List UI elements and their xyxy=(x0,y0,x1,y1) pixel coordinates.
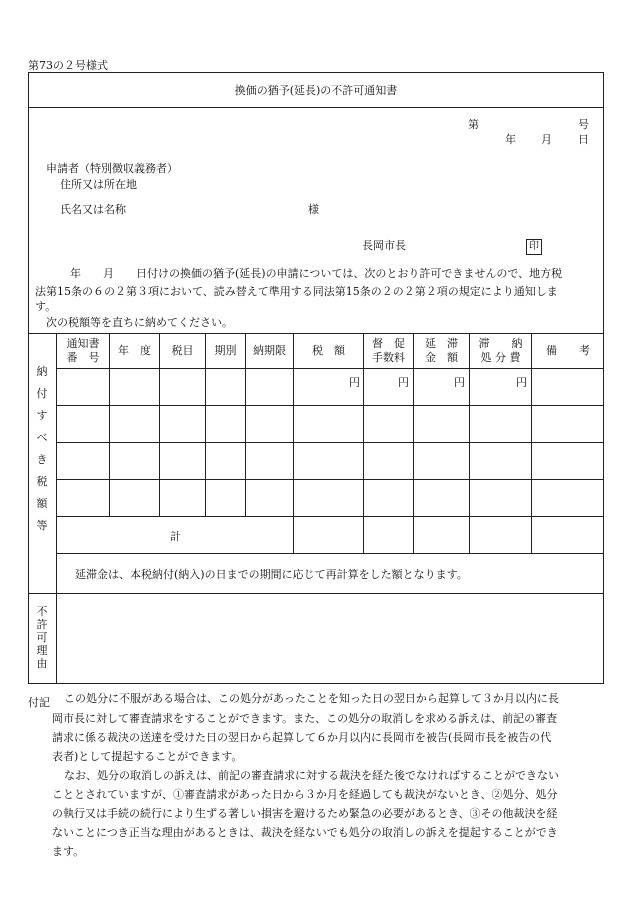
document-title: 換価の猶予(延長)の不許可通知書 xyxy=(234,84,398,97)
note-head: 付記 xyxy=(28,696,50,709)
name-label: 氏名又は名称 xyxy=(60,203,126,216)
note-line-3: 請求に係る裁決の送達を受けた日の翌日から起算して６か月以内に長岡市を被告(長岡市長を被告の代 xyxy=(52,731,552,744)
col-line xyxy=(205,333,206,516)
applicant-label: 申請者（特別徴収義務者） xyxy=(46,162,178,175)
row-line xyxy=(56,442,604,443)
note-line-7: の執行又は手続の続行により生ずる著しい損害を避けるため緊急の必要があるとき、③その他裁決を経 xyxy=(52,807,558,820)
yen-disposal: 円 xyxy=(516,376,527,389)
side-label: 納 付 す べ き 税 額 等 xyxy=(36,365,48,532)
header-tax-item: 税目 xyxy=(171,344,194,357)
seal-box: 印 xyxy=(526,239,542,255)
row-line xyxy=(56,479,604,480)
note-line-6: こととされていますが、①審査請求があった日から３か月を経過しても裁決がないとき、②処分、処分 xyxy=(52,788,558,801)
col-line xyxy=(245,333,246,516)
address-label: 住所又は所在地 xyxy=(60,178,137,191)
yen-amount: 円 xyxy=(349,376,360,389)
col-line xyxy=(293,333,294,553)
header-period: 期別 xyxy=(214,344,237,357)
late-fee-note: 延滞金は、本税納付(納入)の日までの期間に応じて再計算をした額となります。 xyxy=(75,568,468,581)
note-line-1: この処分に不服がある場合は、この処分があったことを知った日の翌日から起算して３か月以内に長 xyxy=(64,692,559,705)
row-line xyxy=(28,593,604,594)
row-line xyxy=(56,368,604,369)
reason-label: 不 許 可 理 由 xyxy=(36,605,48,670)
row-line xyxy=(56,405,604,406)
mayor-name: 長岡市長 xyxy=(362,239,406,252)
note-line-5: なお、処分の取消しの訴えは、前記の審査請求に対する裁決を経た後でなければすることができない xyxy=(64,769,559,782)
row-line xyxy=(56,516,604,517)
col-line xyxy=(469,333,470,553)
note-line-8: ないことにつき正当な理由があるときは、裁決を経ないでも処分の取消しの訴えを提起することができ xyxy=(52,826,558,839)
header-due: 納期限 xyxy=(253,344,286,357)
header-reminder-fee: 督 促 手数料 xyxy=(372,337,405,364)
body-line-2: 法第15条の６の２第３項において、読み替えて準用する同法第15条の２の２第２項の規定により通知しま xyxy=(35,285,558,298)
title-divider xyxy=(28,107,604,108)
note-line-9: ます。 xyxy=(52,845,85,858)
note-line-4: 表者)として提起することができます。 xyxy=(52,750,243,763)
honorific: 様 xyxy=(308,203,319,216)
date-year: 年 xyxy=(505,133,516,146)
date-day: 日 xyxy=(578,133,589,146)
col-line xyxy=(109,333,110,516)
yen-late: 円 xyxy=(454,376,465,389)
header-notice-no: 通知書 番 号 xyxy=(66,337,100,364)
header-remarks: 備 考 xyxy=(546,344,590,357)
header-disposal-cost: 滞 納 処 分 費 xyxy=(478,337,523,364)
col-line xyxy=(413,333,414,553)
col-line xyxy=(159,333,160,516)
table-top-line xyxy=(28,333,604,334)
header-late-amount: 延 滞 金 額 xyxy=(425,337,458,364)
header-year: 年 度 xyxy=(118,344,151,357)
number-prefix: 第 xyxy=(468,118,479,131)
total-label: 計 xyxy=(170,530,181,543)
date-month: 月 xyxy=(541,133,552,146)
header-amount: 税 額 xyxy=(312,344,345,357)
body-line-3: す。 xyxy=(35,300,57,313)
col-line xyxy=(531,333,532,553)
side-column-line xyxy=(56,333,57,684)
yen-reminder: 円 xyxy=(398,376,409,389)
form-number: 第73の２号様式 xyxy=(28,59,108,72)
note-line-2: 岡市長に対して審査請求をすることができます。また、この処分の取消しを求める訴えは、前記の審査 xyxy=(52,712,558,725)
col-line xyxy=(363,333,364,553)
body-line-4: 次の税額等を直ちに納めてください。 xyxy=(46,316,233,329)
body-line-1: 年 月 日付けの換価の猶予(延長)の申請については、次のとおり許可できませんので、地方税 xyxy=(70,267,563,280)
row-line xyxy=(56,553,604,554)
number-suffix: 号 xyxy=(578,118,589,131)
